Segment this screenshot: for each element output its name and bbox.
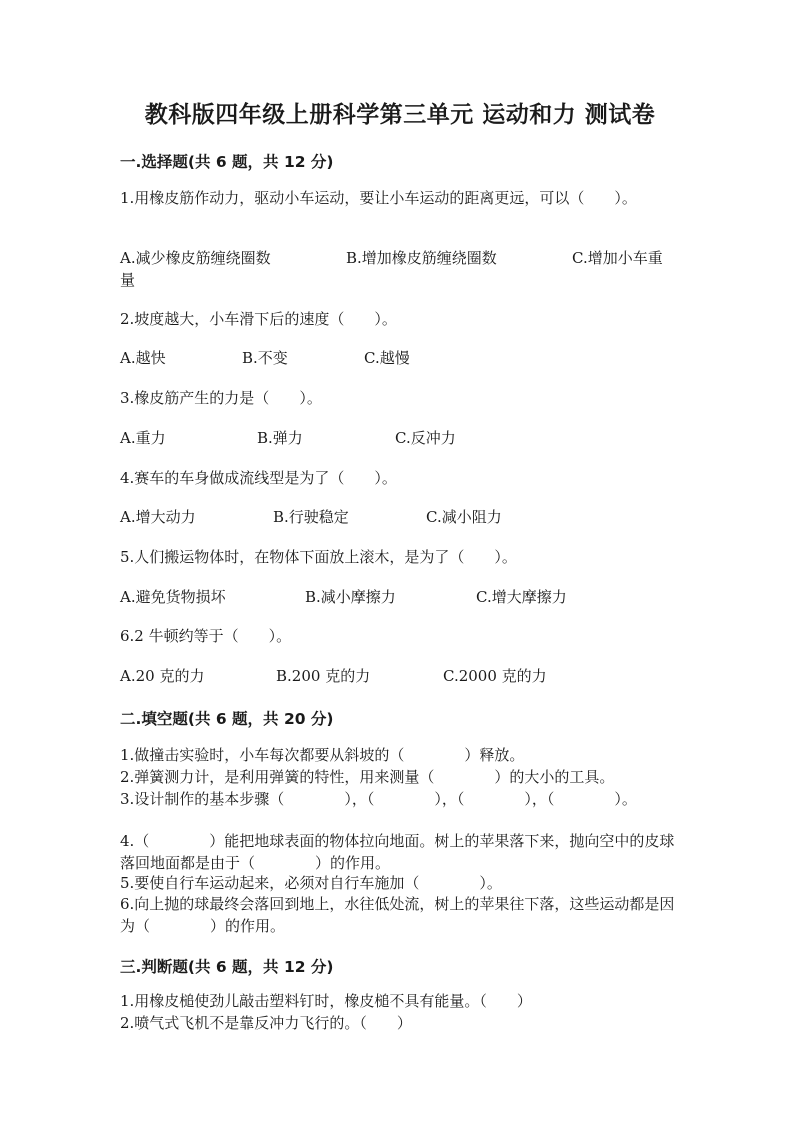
question-stem: 3.橡皮筋产生的力是（ ）。 [120, 389, 322, 407]
fill-line: 5.要使自行车运动起来，必须对自行车施加（ ）。 [120, 874, 502, 892]
option-a: A.20 克的力 [120, 667, 205, 685]
option-b: B.200 克的力 [276, 667, 371, 685]
option-a: A.避免货物损坏 [120, 588, 226, 606]
question-stem: 5.人们搬运物体时，在物体下面放上滚木，是为了（ ）。 [120, 548, 517, 566]
fill-line: 1.做撞击实验时，小车每次都要从斜坡的（ ）释放。 [120, 746, 525, 764]
question-stem: 6.2 牛顿约等于（ ）。 [120, 627, 292, 645]
fill-line: 2.弹簧测力计，是利用弹簧的特性，用来测量（ ）的大小的工具。 [120, 768, 615, 786]
judge-line: 2.喷气式飞机不是靠反冲力飞行的。（ ） [120, 1014, 412, 1032]
section-heading-choice: 一.选择题(共 6 题，共 12 分) [120, 153, 334, 171]
page-title: 教科版四年级上册科学第三单元 运动和力 测试卷 [144, 102, 656, 128]
section-heading-judge: 三.判断题(共 6 题，共 12 分) [120, 958, 334, 976]
judge-line: 1.用橡皮槌使劲儿敲击塑料钉时，橡皮槌不具有能量。（ ） [120, 992, 532, 1010]
option-c: C.2000 克的力 [443, 667, 547, 685]
question-stem: 4.赛车的车身做成流线型是为了（ ）。 [120, 469, 397, 487]
option-c: C.越慢 [364, 349, 410, 367]
option-b: B.增加橡皮筋缠绕圈数 [346, 249, 497, 267]
option-a: A.重力 [120, 429, 166, 447]
fill-line: 4.（ ）能把地球表面的物体拉向地面。树上的苹果落下来，抛向空中的皮球落回地面都是由于（ ）的作用。 [120, 832, 675, 872]
section-heading-fill: 二.填空题(共 6 题，共 20 分) [120, 710, 334, 728]
option-a: A.减少橡皮筋缠绕圈数 [120, 249, 271, 267]
option-a: A.增大动力 [120, 508, 196, 526]
option-b: B.不变 [242, 349, 288, 367]
question-stem: 1.用橡皮筋作动力，驱动小车运动，要让小车运动的距离更远，可以（ ）。 [120, 189, 637, 207]
option-b: B.减小摩擦力 [305, 588, 396, 606]
option-c: C.增加小车重 [572, 249, 663, 267]
question-stem: 2.坡度越大，小车滑下后的速度（ ）。 [120, 310, 397, 328]
option-c: C.增大摩擦力 [476, 588, 567, 606]
fill-line: 3.设计制作的基本步骤（ ），（ ），（ ），（ ）。 [120, 790, 637, 808]
option-c: C.反冲力 [395, 429, 456, 447]
option-a: A.越快 [120, 349, 166, 367]
option-b: B.弹力 [257, 429, 303, 447]
fill-line: 6.向上抛的球最终会落回到地上，水往低处流，树上的苹果往下落，这些运动都是因为（ ）的作用。 [120, 895, 675, 935]
option-b: B.行驶稳定 [273, 508, 349, 526]
option-c: C.减小阻力 [426, 508, 502, 526]
option-c-wrap: 量 [120, 271, 136, 289]
